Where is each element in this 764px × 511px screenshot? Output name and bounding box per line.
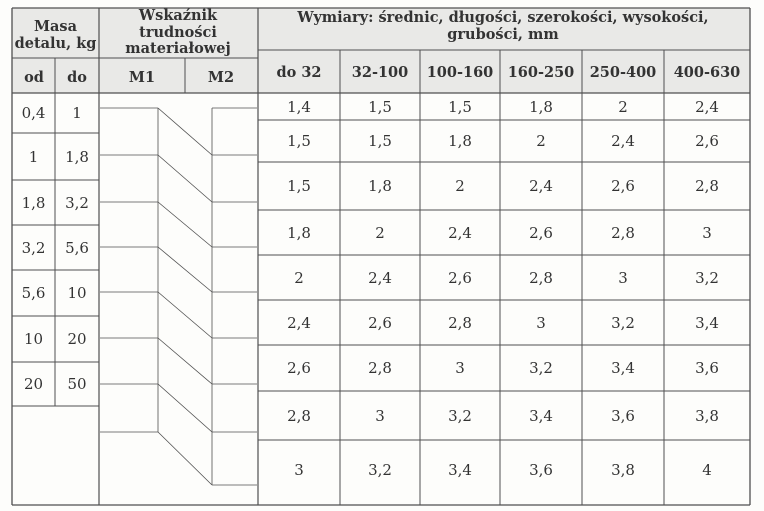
allowance-value-cell: 3,8 [695,406,719,425]
allowance-value-cell: 2,8 [695,177,719,195]
m-diagonal-line [158,202,212,247]
mass-to-cell: 20 [67,330,87,348]
allowance-value-cell: 2,6 [368,313,392,332]
m-diagonal-line [158,155,212,202]
allowance-value-cell: 2,8 [529,268,553,287]
allowance-value-cell: 1,5 [287,177,311,195]
difficulty-header-label: Wskaźnik trudności materiałowej [125,7,231,58]
dimension-range-header: do 32 [276,63,322,81]
allowance-value-cell: 3,4 [448,461,472,479]
mass-from-header: od [24,68,44,86]
allowance-value-cell: 1,5 [448,97,472,116]
dimension-range-header: 32-100 [351,63,409,81]
mass-to-cell: 3,2 [65,193,89,212]
m1-header: M1 [128,68,156,86]
allowance-value-cell: 2,6 [529,223,553,242]
allowance-value-cell: 3,2 [611,313,635,332]
allowance-value-cell: 3,8 [611,461,635,479]
allowance-value-cell: 3 [702,223,712,242]
allowance-value-cell: 2 [618,97,628,116]
allowance-value-cell: 3,4 [695,313,719,332]
dimension-range-header: 100-160 [426,63,494,81]
allowance-value-cell: 2 [536,132,546,150]
allowance-value-cell: 2 [375,223,385,242]
mass-from-cell: 1 [28,147,39,166]
allowance-value-cell: 2,8 [368,359,392,377]
dimensions-header-label: Wymiary: średnic, długości, szerokości, wysokości, grubości, mm [297,9,709,43]
allowance-value-cell: 1,8 [448,132,472,150]
m2-header: M2 [207,68,235,86]
mass-from-cell: 3,2 [21,238,46,257]
allowance-value-cell: 1,8 [529,97,553,116]
allowance-value-cell: 3,4 [529,406,553,425]
mass-from-cell: 10 [23,330,44,348]
dimension-range-header: 400-630 [673,63,741,81]
allowance-value-cell: 1,5 [287,132,311,150]
allowance-value-cell: 1,5 [368,97,392,116]
mass-to-cell: 50 [67,375,87,393]
allowance-value-cell: 2,4 [529,177,553,195]
allowance-value-cell: 2,6 [611,177,635,195]
allowance-value-cell: 3,4 [611,359,635,377]
allowance-value-cell: 2,8 [448,313,472,332]
allowance-value-cell: 3,2 [529,359,553,377]
allowance-value-cell: 2,6 [448,268,472,287]
mass-to-cell: 1 [72,104,82,122]
allowance-value-cell: 3 [294,461,304,479]
m-diagonal-line [158,432,212,485]
allowance-value-cell: 3 [455,359,465,377]
difficulty-header [99,8,257,58]
allowance-value-cell: 1,5 [368,132,392,150]
m-diagonal-line [158,247,212,292]
allowance-value-cell: 3 [375,406,385,425]
mass-header-label: Masa detalu, kg [14,18,97,52]
allowance-value-cell: 3,2 [448,406,472,425]
m-diagonal-line [158,108,212,155]
allowance-value-cell: 3 [536,313,546,332]
allowance-value-cell: 2 [294,268,304,287]
allowance-value-cell: 1,4 [287,97,311,116]
allowance-value-cell: 2 [455,177,465,195]
m-diagonal-line [158,292,212,338]
allowance-value-cell: 2,4 [368,268,392,287]
allowance-value-cell: 2,4 [611,132,635,150]
dimensions-header [258,4,748,50]
allowance-value-cell: 2,6 [695,132,719,150]
allowance-value-cell: 3,6 [611,406,635,425]
allowance-value-cell: 3,6 [695,359,719,377]
allowance-value-cell: 2,4 [695,97,719,116]
allowance-value-cell: 2,4 [287,313,311,332]
allowance-value-cell: 3,2 [368,461,392,479]
mass-to-header: do [67,68,87,86]
allowance-value-cell: 1,8 [287,223,311,242]
m-diagonal-line [158,338,212,384]
mass-from-cell: 20 [23,375,44,393]
allowance-value-cell: 2,4 [448,223,472,242]
mass-from-cell: 1,8 [21,193,46,212]
mass-header [12,14,99,58]
mass-from-cell: 0,4 [21,104,46,122]
dimension-range-header: 250-400 [589,63,657,81]
allowance-value-cell: 3 [618,268,628,287]
allowance-value-cell: 4 [702,461,712,479]
allowance-value-cell: 3,6 [529,461,553,479]
mass-to-cell: 10 [67,284,87,302]
allowance-value-cell: 2,8 [611,223,635,242]
allowance-value-cell: 2,8 [287,406,311,425]
mass-to-cell: 1,8 [65,147,89,166]
dimension-range-header: 160-250 [507,63,575,81]
mass-from-cell: 5,6 [21,284,46,302]
allowance-value-cell: 3,2 [695,268,719,287]
m-diagonal-line [158,384,212,432]
mass-to-cell: 5,6 [65,238,89,257]
allowance-value-cell: 1,8 [368,177,392,195]
allowance-value-cell: 2,6 [287,359,311,377]
